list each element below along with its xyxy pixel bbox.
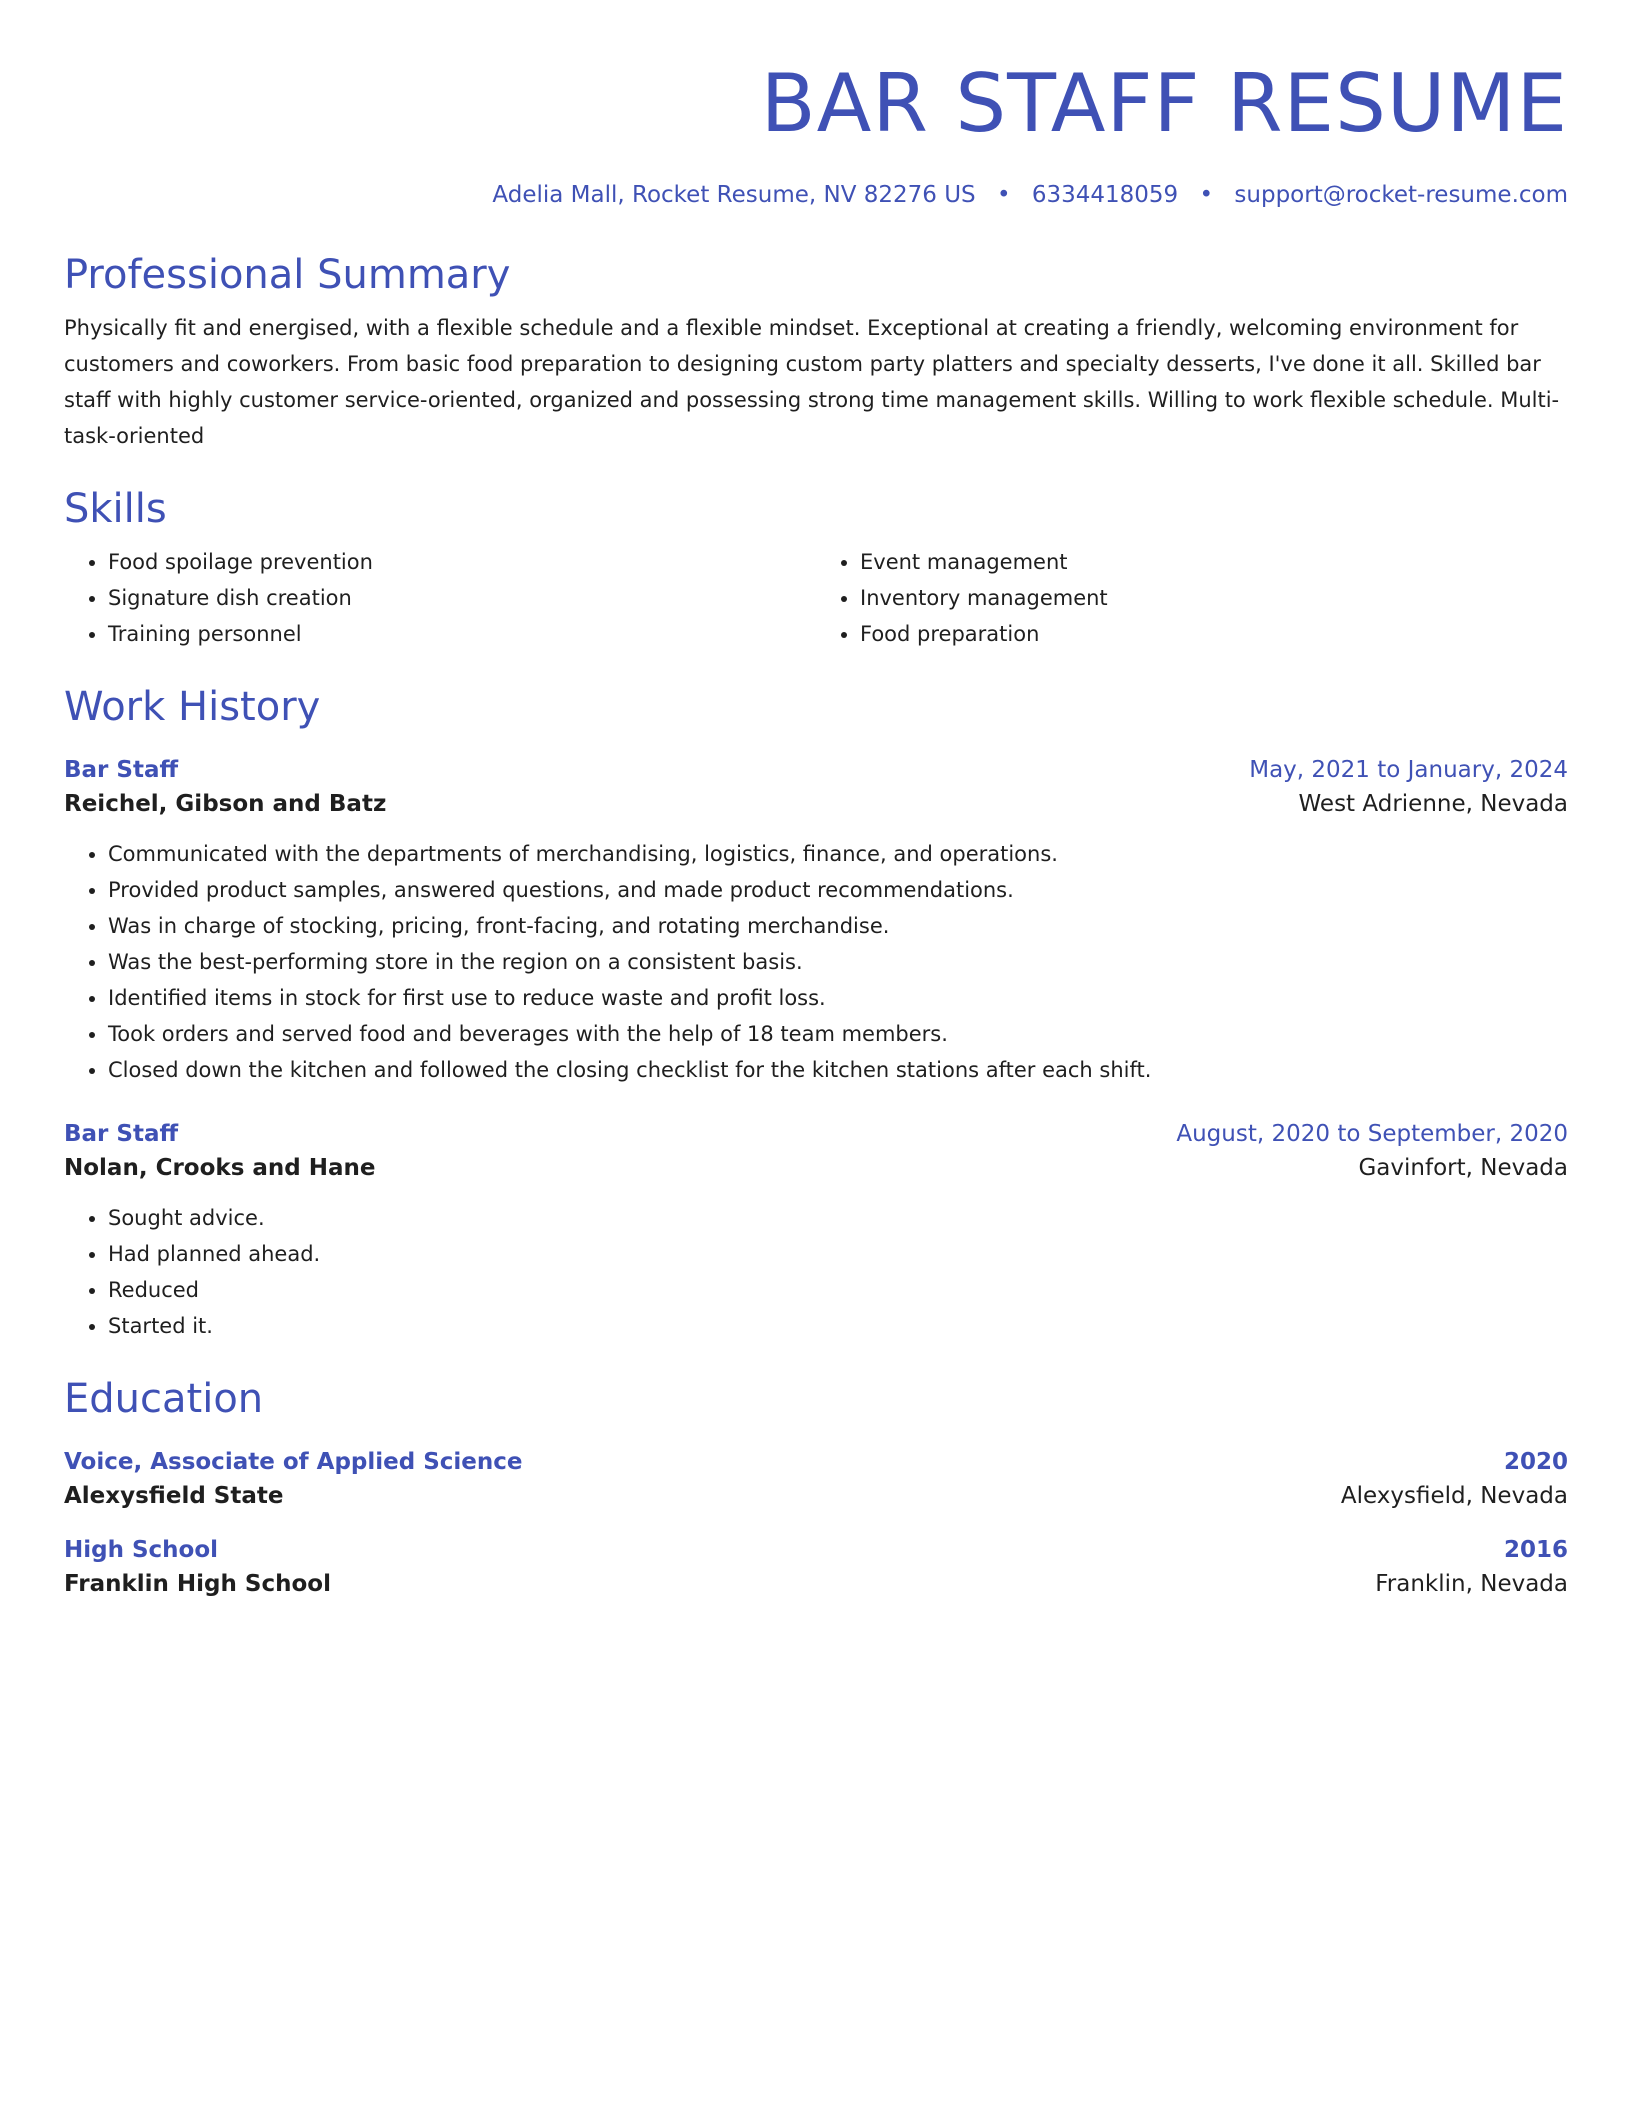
- list-item: • Took orders and served food and beverages with the help of 18 team members.: [108, 1016, 1568, 1052]
- education-entry: [64, 1446, 1568, 1514]
- skill-item: • Food preparation: [860, 616, 1568, 652]
- contact-address: Adelia Mall, Rocket Resume, NV 82276 US: [492, 182, 976, 208]
- job-dates: August, 2020 to September, 2020: [1176, 1121, 1568, 1147]
- job-company: Reichel, Gibson and Batz: [64, 791, 387, 817]
- education-location: Alexysfield, Nevada: [1340, 1483, 1568, 1509]
- skills-columns: [64, 544, 1568, 652]
- education-year: 2016: [1503, 1537, 1568, 1563]
- contact-phone: 6334418059: [1031, 182, 1179, 208]
- education-school-row: [64, 1478, 1568, 1514]
- list-item: • Sought advice.: [108, 1200, 1568, 1236]
- education-school-row: [64, 1566, 1568, 1602]
- list-item: • Identified items in stock for first use to reduce waste and profit loss.: [108, 980, 1568, 1016]
- skills-list-left: [64, 544, 816, 652]
- contact-email: support@rocket-resume.com: [1234, 182, 1568, 208]
- education-degree-row: [64, 1534, 1568, 1566]
- job-entry: [64, 1118, 1568, 1344]
- skills-section: [64, 484, 1568, 652]
- job-dates: May, 2021 to January, 2024: [1249, 757, 1568, 783]
- education-degree: High School: [64, 1537, 219, 1563]
- job-company-row: [64, 786, 1568, 822]
- contact-line: [64, 180, 1568, 210]
- list-item: • Communicated with the departments of merchandising, logistics, finance, and operations.: [108, 836, 1568, 872]
- list-item: • Provided product samples, answered questions, and made product recommendations.: [108, 872, 1568, 908]
- job-role: Bar Staff: [64, 757, 179, 783]
- work-heading: Work History: [64, 684, 321, 730]
- skill-item: • Signature dish creation: [108, 580, 816, 616]
- skill-item: • Inventory management: [860, 580, 1568, 616]
- work-section: [64, 682, 1568, 1344]
- job-location: Gavinfort, Nevada: [1358, 1155, 1568, 1181]
- job-company: Nolan, Crooks and Hane: [64, 1155, 376, 1181]
- summary-section: [64, 250, 1568, 454]
- education-degree-row: [64, 1446, 1568, 1478]
- job-bullets: [64, 836, 1568, 1088]
- contact-separator: •: [1199, 182, 1214, 208]
- job-title-row: [64, 754, 1568, 786]
- job-bullets: [64, 1200, 1568, 1344]
- list-item: • Reduced: [108, 1272, 1568, 1308]
- job-company-row: [64, 1150, 1568, 1186]
- contact-separator: •: [996, 182, 1011, 208]
- summary-text: Physically fit and energised, with a flexible schedule and a flexible mindset. Exceptional at creating a friendly, welcoming environment for customers and coworkers. From basic food preparation to designing custom party platters and specialty desserts, I've done it all. Skilled bar staff with highly customer service-oriented, organized and possessing strong time management skills. Willing to work flexible schedule. Multi-task-oriented: [64, 316, 1560, 448]
- list-item: • Was in charge of stocking, pricing, front-facing, and rotating merchandise.: [108, 908, 1568, 944]
- education-year: 2020: [1503, 1449, 1568, 1475]
- job-role: Bar Staff: [64, 1121, 179, 1147]
- education-heading: Education: [64, 1376, 264, 1422]
- skills-heading: Skills: [64, 486, 167, 532]
- education-location: Franklin, Nevada: [1375, 1571, 1568, 1597]
- list-item: • Had planned ahead.: [108, 1236, 1568, 1272]
- list-item: • Started it.: [108, 1308, 1568, 1344]
- resume-header: [64, 58, 1568, 210]
- job-entry: [64, 754, 1568, 1088]
- skill-item: • Food spoilage prevention: [108, 544, 816, 580]
- resume-title: BAR STAFF RESUME: [760, 57, 1568, 150]
- list-item: • Closed down the kitchen and followed the closing checklist for the kitchen stations after each shift.: [108, 1052, 1568, 1088]
- skill-item: • Training personnel: [108, 616, 816, 652]
- skill-item: • Event management: [860, 544, 1568, 580]
- job-location: West Adrienne, Nevada: [1298, 791, 1568, 817]
- education-school: Franklin High School: [64, 1571, 331, 1597]
- education-school: Alexysfield State: [64, 1483, 284, 1509]
- skills-list-right: [816, 544, 1568, 652]
- education-entry: [64, 1534, 1568, 1602]
- summary-heading: Professional Summary: [64, 252, 511, 298]
- education-degree: Voice, Associate of Applied Science: [64, 1449, 523, 1475]
- job-title-row: [64, 1118, 1568, 1150]
- list-item: • Was the best-performing store in the region on a consistent basis.: [108, 944, 1568, 980]
- education-section: [64, 1374, 1568, 1602]
